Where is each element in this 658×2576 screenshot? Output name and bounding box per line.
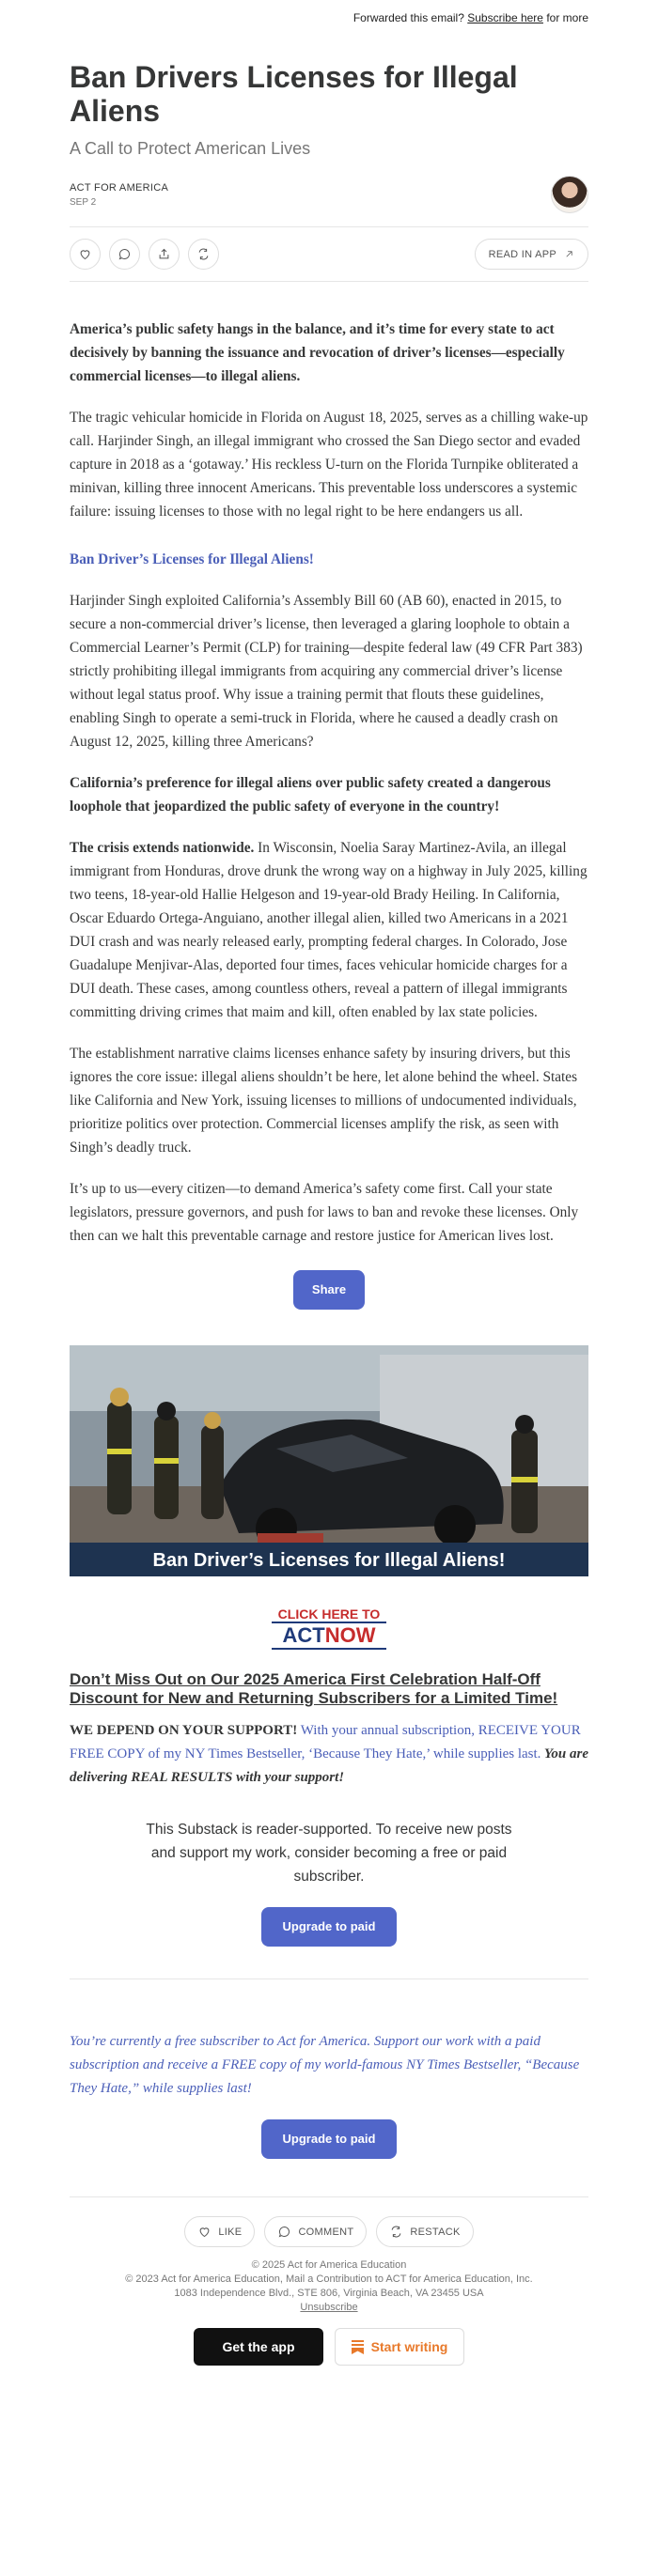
like-label: LIKE [218, 2226, 243, 2238]
free-subscriber-note[interactable]: You’re currently a free subscriber to Act for America. Support our work with a paid subscription and receive a FREE copy of my world-famous NY Times Bestseller, “Because They Hate,” while supplies last! [70, 2034, 580, 2096]
footer-org-line: © 2023 Act for America Education, Mail a Contribution to ACT for America Education, Inc. [125, 2273, 533, 2285]
get-the-app-button[interactable]: Get the app [194, 2328, 323, 2366]
upgrade-to-paid-button-2[interactable]: Upgrade to paid [261, 2119, 397, 2159]
read-in-app-button[interactable] [475, 239, 588, 270]
cta-act: ACT [282, 1623, 325, 1647]
forwarded-bar [0, 0, 658, 36]
restack-label: RESTACK [410, 2226, 461, 2238]
paragraph: Harjinder Singh exploited California’s Assembly Bill 60 (AB 60), enacted in 2015, to secure a non-commercial driver’s license, then leveraged a glaring loophole to obtain a Commercial Learner’s Permit (CLP) for training—despite federal law (49 CFR Part 383) strictly prohibiting illegal immigrants from acquiring any commercial driver’s license without legal status proof. Why issue a training permit that flouts these guidelines, enabling Singh to operate a semi-truck in Florida, where he caused a deadly crash on August 12, 2025, killing three Americans? [70, 593, 583, 750]
act-now-banner[interactable] [272, 1606, 386, 1648]
author-avatar[interactable] [551, 176, 588, 213]
support-italic: You are delivering REAL RESULTS with your support! [70, 1746, 589, 1785]
promo-heading[interactable]: Don’t Miss Out on Our 2025 America First Celebration Half-Off Discount for New and Returning Subscribers for a Limited Time! [70, 1670, 558, 1707]
footer-actions [70, 2216, 588, 2247]
support-bold: WE DEPEND ON YOUR SUPPORT! [70, 1723, 298, 1738]
restack-icon [196, 247, 211, 261]
app-buttons [70, 2328, 588, 2366]
post-body [70, 318, 588, 1248]
post-title[interactable]: Ban Drivers Licenses for Illegal Aliens [70, 60, 518, 128]
byline [70, 176, 588, 226]
paragraph-bold: California’s preference for illegal aliens over public safety created a dangerous loophole that jeopardized the public safety of everyone in the country! [70, 775, 551, 815]
restack-button[interactable] [188, 239, 219, 270]
footer-like-button[interactable] [184, 2216, 255, 2247]
start-writing-label: Start writing [370, 2339, 448, 2354]
start-writing-button[interactable] [335, 2328, 464, 2366]
support-paragraph [70, 1719, 588, 1790]
petition-link-heading[interactable]: Ban Driver’s Licenses for Illegal Aliens! [70, 551, 314, 567]
post-date: SEP 2 [70, 196, 97, 208]
lead-paragraph: America’s public safety hangs in the balance, and it’s time for every state to act decisively by banning the issuance and revocation of driver’s licenses—especially commercial licenses—to illegal aliens. [70, 321, 565, 384]
cta-now: NOW [324, 1623, 376, 1647]
share-icon [157, 247, 171, 261]
footer-comment-button[interactable] [264, 2216, 367, 2247]
paragraph: The establishment narrative claims licenses enhance safety by insuring drivers, but this ignores the core issue: illegal aliens shouldn’t be here, let alone behind the wheel. States like California and New York, issuing licenses to millions of undocumented individuals, prioritize politics over protection. Commercial licenses amplify the risk, as seen with Singh’s deadly truck. [70, 1046, 578, 1156]
substack-logo-icon [352, 2340, 364, 2354]
footer-address: 1083 Independence Blvd., STE 806, Virginia Beach, VA 23455 USA [174, 2288, 484, 2299]
forwarded-suffix: for more [546, 11, 588, 24]
restack-icon [389, 2225, 403, 2239]
heart-icon [197, 2225, 212, 2239]
footer-copyright: © 2025 Act for America Education [251, 2259, 407, 2271]
footer [70, 2258, 588, 2315]
divider [70, 2196, 588, 2197]
heart-icon [78, 247, 92, 261]
post-subtitle: A Call to Protect American Lives [70, 139, 311, 158]
comment-icon [118, 247, 132, 261]
reader-supported-text: This Substack is reader-supported. To receive new posts and support my work, consider becoming a free or paid subscriber. [146, 1822, 512, 1885]
cta-act-now [272, 1622, 386, 1650]
arrow-up-right-icon [564, 249, 574, 259]
crash-scene-image[interactable] [70, 1345, 588, 1576]
divider [70, 281, 588, 282]
image-caption: Ban Driver’s Licenses for Illegal Aliens! [152, 1550, 506, 1571]
read-in-app-label: READ IN APP [488, 248, 556, 260]
footer-restack-button[interactable] [376, 2216, 473, 2247]
cta-top-text: CLICK HERE TO [277, 1606, 381, 1622]
paragraph: The tragic vehicular homicide in Florida on August 18, 2025, serves as a chilling wake-up call. Harjinder Singh, an illegal immigrant who crossed the San Diego sector and evaded capture in 2018 as a ‘gotaway.’ His reckless U-turn on the Florida Turnpike obliterated a minivan, killing three innocent Americans. This preventable loss underscores a systemic failure: issuing licenses to those with no legal right to be here endangers us all. [70, 410, 588, 520]
crash-photo-illustration [70, 1345, 588, 1576]
paragraph-lead-in: The crisis extends nationwide. [70, 840, 255, 856]
share-button[interactable] [149, 239, 180, 270]
paragraph [70, 836, 588, 1024]
support-link[interactable]: With your annual subscription, RECEIVE YOUR FREE COPY of my NY Times Bestseller, ‘Because They Hate,’ while supplies last. [70, 1723, 581, 1761]
paragraph-text: In Wisconsin, Noelia Saray Martinez-Avila, an illegal immigrant from Honduras, drove drunk the wrong way on a highway in July 2025, killing two teens, 18-year-old Hallie Helgeson and 19-year-old Brady Heiling. In California, Oscar Eduardo Ortega-Anguiano, another illegal alien, killed two Americans in a 2021 DUI crash and was nearly released early, prompting federal charges. In Colorado, Jose Guadalupe Menjivar-Alas, deported four times, faces vehicular homicide charges for a DUI death. These cases, among countless others, reveal a pattern of illegal immigrants committing driving crimes that maim and kill, often enabled by lax state policies. [70, 840, 588, 1020]
subscribe-link[interactable]: Subscribe here [467, 11, 543, 24]
share-post-button[interactable]: Share [293, 1270, 365, 1310]
comment-icon [277, 2225, 291, 2239]
like-button[interactable] [70, 239, 101, 270]
forwarded-text: Forwarded this email? [352, 11, 464, 24]
post-actions [70, 227, 588, 281]
unsubscribe-link[interactable]: Unsubscribe [300, 2302, 358, 2313]
comment-button[interactable] [109, 239, 140, 270]
publication-name[interactable]: ACT FOR AMERICA [70, 181, 169, 194]
paragraph: It’s up to us—every citizen—to demand America’s safety come first. Call your state legislators, pressure governors, and push for laws to ban and revoke these licenses. Only then can we halt this preventable carnage and restore justice for American lives lost. [70, 1181, 579, 1244]
content-column [70, 60, 588, 2366]
comment-label: COMMENT [298, 2226, 354, 2238]
upgrade-to-paid-button[interactable]: Upgrade to paid [261, 1907, 397, 1947]
